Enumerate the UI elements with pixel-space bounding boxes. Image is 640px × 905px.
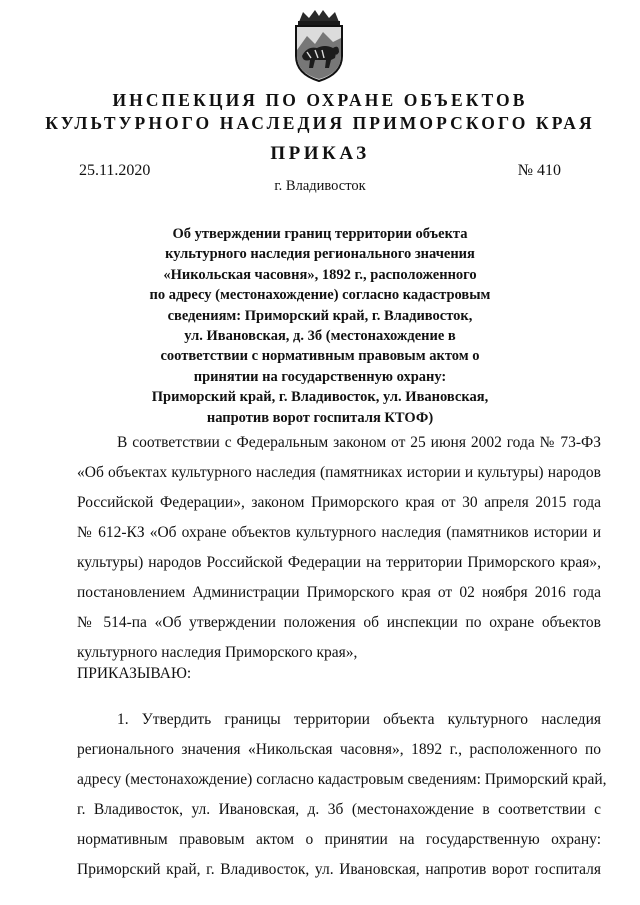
order-directive: ПРИКАЗЫВАЮ:	[77, 665, 192, 682]
coat-of-arms-icon	[285, 10, 353, 82]
subject-line: «Никольская часовня», 1892 г., расположенного	[163, 266, 477, 283]
preamble-line: № 612-КЗ «Об охране объектов культурного наследия (памятников истории и	[77, 524, 601, 541]
subject-line: ул. Ивановская, д. 3б (местонахождение в	[184, 328, 456, 345]
preamble-line: культуры) народов Российской Федерации на территории Приморского края»,	[77, 554, 601, 571]
item-line: регионального значения «Никольская часовня», 1892 г., расположенного по	[77, 741, 601, 758]
document-date: 25.11.2020	[79, 162, 151, 179]
item-line: адресу (местонахождение) согласно кадастровым сведениям: Приморский край,	[77, 771, 607, 788]
subject-line: культурного наследия регионального значения	[165, 246, 475, 263]
preamble-line: № 514-па «Об утверждении положения об инспекции по охране объектов	[77, 614, 601, 631]
item-line: нормативным правовым актом о принятии на государственную охрану:	[77, 831, 601, 848]
subject-line: Об утверждении границ территории объекта	[172, 226, 468, 242]
document-city: г. Владивосток	[274, 178, 366, 194]
item-line: г. Владивосток, ул. Ивановская, д. 3б (местонахождение в соответствии с	[77, 801, 601, 818]
preamble-line: постановлением Администрации Приморского края от 02 ноября 2016 года	[77, 584, 601, 601]
organization-name-line1: ИНСПЕКЦИЯ ПО ОХРАНЕ ОБЪЕКТОВ	[112, 90, 528, 110]
subject-line: напротив ворот госпиталя КТОФ)	[206, 409, 434, 426]
preamble-line: В соответствии с Федеральным законом от 25 июня 2002 года № 73-ФЗ	[117, 434, 601, 451]
document-number: № 410	[517, 162, 561, 179]
preamble-line: Российской Федерации», законом Приморского края от 30 апреля 2015 года	[77, 494, 601, 511]
subject-line: по адресу (местонахождение) согласно кадастровым	[149, 287, 491, 304]
item-line: 1. Утвердить границы территории объекта культурного наследия	[117, 711, 601, 728]
preamble-line: «Об объектах культурного наследия (памятниках истории и культуры) народов	[77, 464, 601, 481]
organization-name-line2: КУЛЬТУРНОГО НАСЛЕДИЯ ПРИМОРСКОГО КРАЯ	[45, 113, 595, 133]
subject-line: Приморский край, г. Владивосток, ул. Ивановская,	[151, 389, 489, 406]
subject-line: соответствии с нормативным правовым актом о	[160, 348, 480, 365]
subject-line: сведениям: Приморский край, г. Владивосток,	[167, 307, 473, 324]
item-line: Приморский край, г. Владивосток, ул. Ивановская, напротив ворот госпиталя	[77, 861, 601, 878]
document-subject	[120, 224, 520, 428]
subject-line: принятии на государственную охрану:	[193, 368, 447, 385]
document-type-title: ПРИКАЗ	[270, 143, 370, 164]
preamble-line: культурного наследия Приморского края»,	[77, 644, 358, 661]
